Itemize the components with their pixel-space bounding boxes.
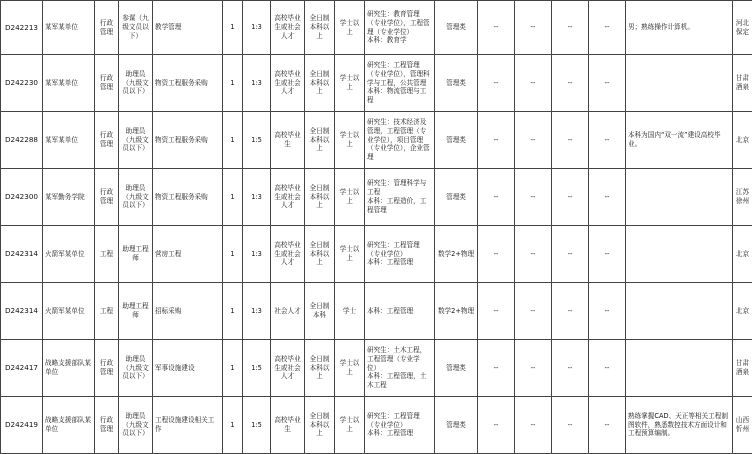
requirement-col-1-cell: -- bbox=[478, 112, 515, 169]
job-title-cell: 工程设施建设相关工作 bbox=[153, 397, 223, 454]
exam-subject-cell: 管理类 bbox=[435, 340, 478, 397]
recruit-count-cell: 1 bbox=[223, 112, 243, 169]
job-level-cell: 助理工程师 bbox=[119, 226, 153, 283]
job-category-cell: 行政管理 bbox=[95, 169, 119, 226]
job-category-cell: 行政管理 bbox=[95, 397, 119, 454]
exam-ratio-cell: 1:5 bbox=[243, 397, 271, 454]
major-requirement-cell: 研究生：技术经济及管理，工程管理（专业学位），项目管理（专业学位），企业管理 bbox=[365, 112, 435, 169]
work-location-cell: 北京 bbox=[733, 283, 752, 340]
study-form-cell: 全日制本科以上 bbox=[305, 55, 335, 112]
unit-name-cell: 火箭军某单位 bbox=[43, 283, 95, 340]
candidate-source-cell: 高校毕业生或社会人才 bbox=[271, 169, 305, 226]
requirement-col-1-cell: -- bbox=[478, 226, 515, 283]
study-form-cell: 全日制本科以上 bbox=[305, 397, 335, 454]
recruit-count-cell: 1 bbox=[223, 226, 243, 283]
job-category-cell: 行政管理 bbox=[95, 1, 119, 55]
exam-ratio-cell: 1:3 bbox=[243, 1, 271, 55]
requirement-col-2-cell: -- bbox=[515, 112, 552, 169]
job-title-cell: 军事设施建设 bbox=[153, 340, 223, 397]
degree-requirement-cell: 学士以上 bbox=[335, 1, 365, 55]
job-level-cell: 助理员（九级文员以下） bbox=[119, 169, 153, 226]
table-row bbox=[1, 283, 752, 340]
major-requirement-cell: 研究生：管理科学与工程 本科：工程造价，工程管理 bbox=[365, 169, 435, 226]
code-cell: D242314 bbox=[1, 283, 43, 340]
requirement-col-3-cell: -- bbox=[552, 55, 589, 112]
requirement-col-2-cell: -- bbox=[515, 226, 552, 283]
code-cell: D242314 bbox=[1, 226, 43, 283]
requirement-col-2-cell: -- bbox=[515, 340, 552, 397]
requirement-col-4-cell: -- bbox=[589, 169, 626, 226]
major-requirement-cell: 本科：工程管理 bbox=[365, 283, 435, 340]
job-category-cell: 工程 bbox=[95, 226, 119, 283]
table-row bbox=[1, 226, 752, 283]
code-cell: D242288 bbox=[1, 112, 43, 169]
exam-ratio-cell: 1:3 bbox=[243, 226, 271, 283]
requirement-col-3-cell: -- bbox=[552, 1, 589, 55]
study-form-cell: 全日制本科以上 bbox=[305, 1, 335, 55]
recruit-count-cell: 1 bbox=[223, 169, 243, 226]
job-level-cell: 助理员（九级文员以下） bbox=[119, 340, 153, 397]
work-location-cell: 山西忻州 bbox=[733, 397, 752, 454]
requirement-col-4-cell: -- bbox=[589, 1, 626, 55]
requirement-col-1-cell: -- bbox=[478, 169, 515, 226]
requirement-col-2-cell: -- bbox=[515, 397, 552, 454]
job-level-cell: 助理员（九级文员以下） bbox=[119, 397, 153, 454]
exam-subject-cell: 数学2+物理 bbox=[435, 226, 478, 283]
table-row bbox=[1, 340, 752, 397]
table-row bbox=[1, 55, 752, 112]
degree-requirement-cell: 学士以上 bbox=[335, 169, 365, 226]
requirement-col-4-cell: -- bbox=[589, 340, 626, 397]
candidate-source-cell: 高校毕业生或社会人才 bbox=[271, 340, 305, 397]
major-requirement-cell: 研究生：工程管理（专业学位） 本科：工程管理 bbox=[365, 397, 435, 454]
exam-ratio-cell: 1:3 bbox=[243, 55, 271, 112]
exam-ratio-cell: 1:3 bbox=[243, 283, 271, 340]
remarks-cell bbox=[626, 226, 733, 283]
candidate-source-cell: 高校毕业生或社会人才 bbox=[271, 1, 305, 55]
exam-ratio-cell: 1:5 bbox=[243, 340, 271, 397]
job-title-cell: 物资工程服务采购 bbox=[153, 55, 223, 112]
recruit-count-cell: 1 bbox=[223, 340, 243, 397]
requirement-col-3-cell: -- bbox=[552, 283, 589, 340]
requirement-col-1-cell: -- bbox=[478, 283, 515, 340]
unit-name-cell: 战略支援部队某单位 bbox=[43, 397, 95, 454]
code-cell: D242417 bbox=[1, 340, 43, 397]
remarks-cell: 本科为国内“双一流”建设高校毕业。 bbox=[626, 112, 733, 169]
remarks-cell bbox=[626, 340, 733, 397]
study-form-cell: 全日制本科以上 bbox=[305, 112, 335, 169]
code-cell: D242213 bbox=[1, 1, 43, 55]
candidate-source-cell: 高校毕业生或社会人才 bbox=[271, 226, 305, 283]
exam-subject-cell: 数学2+物理 bbox=[435, 283, 478, 340]
major-requirement-cell: 研究生：工程管理（专业学位），管理科学与工程，公共管理 本科：物流管理与工程 bbox=[365, 55, 435, 112]
job-title-cell: 物资工程服务采购 bbox=[153, 112, 223, 169]
unit-name-cell: 某军某单位 bbox=[43, 1, 95, 55]
table-row bbox=[1, 169, 752, 226]
requirement-col-2-cell: -- bbox=[515, 283, 552, 340]
candidate-source-cell: 社会人才 bbox=[271, 283, 305, 340]
exam-subject-cell: 管理类 bbox=[435, 55, 478, 112]
remarks-cell bbox=[626, 55, 733, 112]
code-cell: D242419 bbox=[1, 397, 43, 454]
remarks-cell: 熟练掌握CAD、天正等相关工程制图软件，熟悉数控技术方面设计和工程预算编制。 bbox=[626, 397, 733, 454]
exam-subject-cell: 管理类 bbox=[435, 112, 478, 169]
code-cell: D242230 bbox=[1, 55, 43, 112]
study-form-cell: 全日制本科 bbox=[305, 283, 335, 340]
major-requirement-cell: 研究生：工程管理（专业学位） 本科：工程管理 bbox=[365, 226, 435, 283]
job-category-cell: 行政管理 bbox=[95, 55, 119, 112]
candidate-source-cell: 高校毕业生或社会人才 bbox=[271, 55, 305, 112]
recruit-count-cell: 1 bbox=[223, 397, 243, 454]
requirement-col-2-cell: -- bbox=[515, 169, 552, 226]
job-level-cell: 助理员（九级文员以下） bbox=[119, 55, 153, 112]
work-location-cell: 河北保定 bbox=[733, 1, 752, 55]
exam-subject-cell: 管理类 bbox=[435, 1, 478, 55]
unit-name-cell: 某军某单位 bbox=[43, 55, 95, 112]
table-row bbox=[1, 1, 752, 55]
job-level-cell: 助理员（九级文员以下） bbox=[119, 112, 153, 169]
work-location-cell: 甘肃酒泉 bbox=[733, 55, 752, 112]
candidate-source-cell: 高校毕业生 bbox=[271, 112, 305, 169]
study-form-cell: 全日制本科以上 bbox=[305, 340, 335, 397]
exam-subject-cell: 管理类 bbox=[435, 169, 478, 226]
recruit-count-cell: 1 bbox=[223, 55, 243, 112]
unit-name-cell: 火箭军某单位 bbox=[43, 226, 95, 283]
exam-subject-cell: 管理类 bbox=[435, 397, 478, 454]
degree-requirement-cell: 学士以上 bbox=[335, 397, 365, 454]
study-form-cell: 全日制本科以上 bbox=[305, 169, 335, 226]
table-row bbox=[1, 397, 752, 454]
work-location-cell: 北京 bbox=[733, 226, 752, 283]
requirement-col-3-cell: -- bbox=[552, 397, 589, 454]
requirement-col-3-cell: -- bbox=[552, 340, 589, 397]
degree-requirement-cell: 学士以上 bbox=[335, 226, 365, 283]
job-category-cell: 行政管理 bbox=[95, 112, 119, 169]
degree-requirement-cell: 学士以上 bbox=[335, 340, 365, 397]
recruit-count-cell: 1 bbox=[223, 1, 243, 55]
exam-ratio-cell: 1:5 bbox=[243, 112, 271, 169]
remarks-cell bbox=[626, 169, 733, 226]
work-location-cell: 甘肃酒泉 bbox=[733, 340, 752, 397]
table-row bbox=[1, 112, 752, 169]
unit-name-cell: 某军某单位 bbox=[43, 112, 95, 169]
major-requirement-cell: 研究生：土木工程，工程管理（专业学位） 本科：工程管理，土木工程 bbox=[365, 340, 435, 397]
requirement-col-4-cell: -- bbox=[589, 55, 626, 112]
requirement-col-4-cell: -- bbox=[589, 226, 626, 283]
work-location-cell: 江苏徐州 bbox=[733, 169, 752, 226]
unit-name-cell: 战略支援部队某单位 bbox=[43, 340, 95, 397]
remarks-cell bbox=[626, 283, 733, 340]
job-category-cell: 行政管理 bbox=[95, 340, 119, 397]
job-title-cell: 物资工程服务采购 bbox=[153, 169, 223, 226]
requirement-col-4-cell: -- bbox=[589, 397, 626, 454]
major-requirement-cell: 研究生：教育管理（专业学位），工程管理（专业学位） 本科：教育学 bbox=[365, 1, 435, 55]
job-category-cell: 工程 bbox=[95, 283, 119, 340]
degree-requirement-cell: 学士 bbox=[335, 283, 365, 340]
requirement-col-1-cell: -- bbox=[478, 1, 515, 55]
job-title-cell: 招标采购 bbox=[153, 283, 223, 340]
requirement-col-4-cell: -- bbox=[589, 283, 626, 340]
requirement-col-3-cell: -- bbox=[552, 169, 589, 226]
degree-requirement-cell: 学士以上 bbox=[335, 112, 365, 169]
requirement-col-4-cell: -- bbox=[589, 112, 626, 169]
job-level-cell: 助理工程师 bbox=[119, 283, 153, 340]
requirement-col-1-cell: -- bbox=[478, 55, 515, 112]
unit-name-cell: 某军勤务学院 bbox=[43, 169, 95, 226]
requirement-col-1-cell: -- bbox=[478, 340, 515, 397]
requirement-col-2-cell: -- bbox=[515, 55, 552, 112]
work-location-cell: 北京 bbox=[733, 112, 752, 169]
requirement-col-2-cell: -- bbox=[515, 1, 552, 55]
requirement-col-1-cell: -- bbox=[478, 397, 515, 454]
exam-ratio-cell: 1:3 bbox=[243, 169, 271, 226]
recruit-count-cell: 1 bbox=[223, 283, 243, 340]
requirement-col-3-cell: -- bbox=[552, 226, 589, 283]
job-title-cell: 教学管理 bbox=[153, 1, 223, 55]
requirement-col-3-cell: -- bbox=[552, 112, 589, 169]
remarks-cell: 男；熟练操作计算机。 bbox=[626, 1, 733, 55]
study-form-cell: 全日制本科以上 bbox=[305, 226, 335, 283]
job-level-cell: 参谋（九级文员以下） bbox=[119, 1, 153, 55]
degree-requirement-cell: 学士以上 bbox=[335, 55, 365, 112]
code-cell: D242300 bbox=[1, 169, 43, 226]
job-title-cell: 营房工程 bbox=[153, 226, 223, 283]
candidate-source-cell: 高校毕业生 bbox=[271, 397, 305, 454]
